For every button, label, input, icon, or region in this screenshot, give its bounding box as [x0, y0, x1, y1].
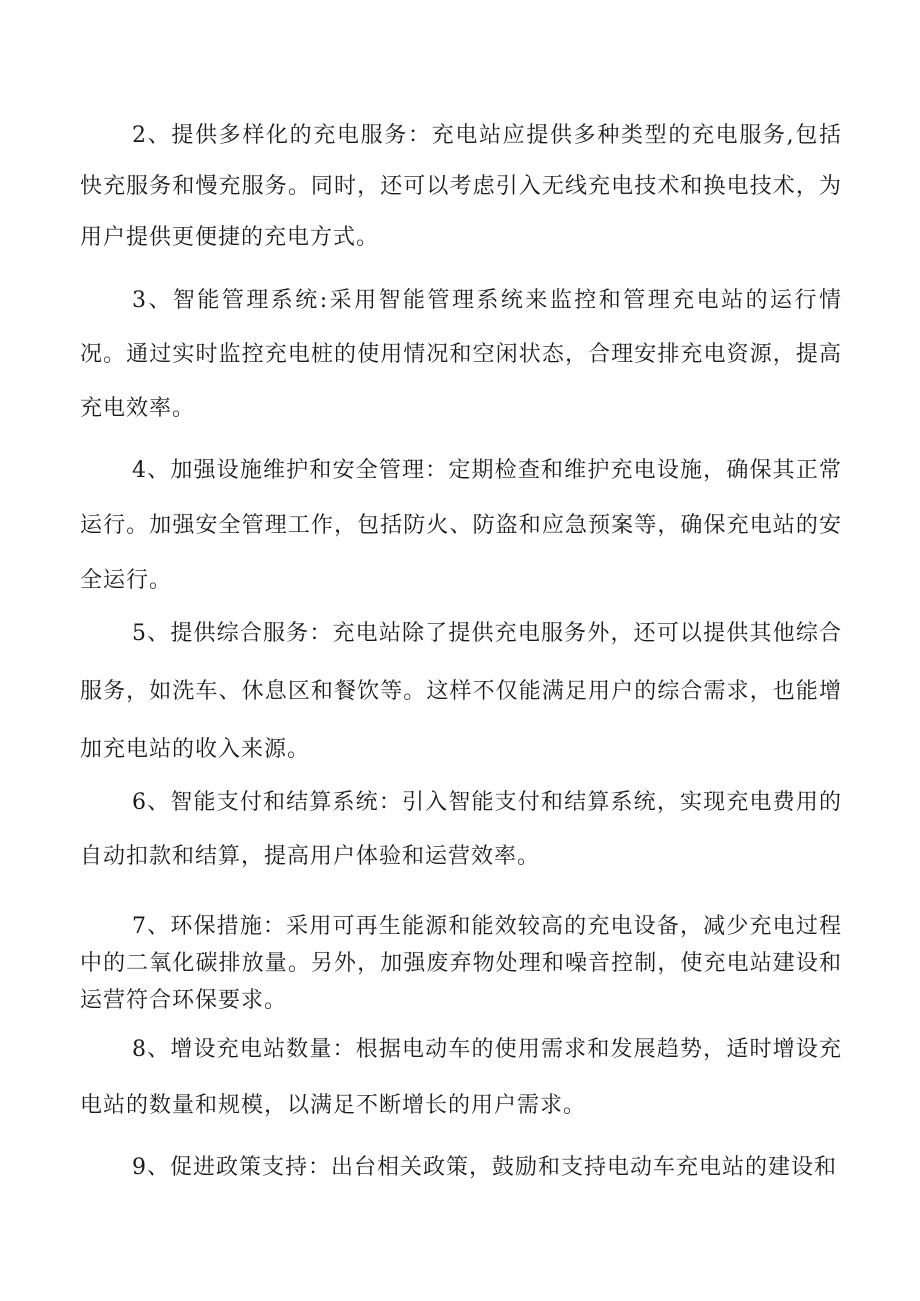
paragraph-item-5: 5、提供综合服务：充电站除了提供充电服务外，还可以提供其他综合服务，如洗车、休息区和餐饮等。这样不仅能满足用户的综合需求，也能增加充电站的收入来源。 [80, 621, 842, 762]
paragraph-item-9: 9、促进政策支持：出台相关政策，鼓励和支持电动车充电站的建设和 [132, 1155, 837, 1180]
paragraph-item-3: 3、智能管理系统:采用智能管理系统来监控和管理充电站的运行情况。通过实时监控充电桩的使用情况和空闲状态，合理安排充电资源，提高充电效率。 [80, 288, 842, 421]
paragraph-item-7: 7、环保措施：采用可再生能源和能效较高的充电设备，减少充电过程中的二氧化碳排放量。另外，加强废弃物处理和噪音控制，使充电站建设和运营符合环保要求。 [80, 914, 842, 1013]
paragraph-item-4: 4、加强设施维护和安全管理：定期检查和维护充电设施，确保其正常运行。加强安全管理工作，包括防火、防盗和应急预案等，确保充电站的安全运行。 [80, 458, 842, 593]
paragraph-item-6: 6、智能支付和结算系统：引入智能支付和结算系统，实现充电费用的自动扣款和结算，提高用户体验和运营效率。 [80, 790, 842, 869]
paragraph-item-2: 2、提供多样化的充电服务：充电站应提供多种类型的充电服务,包括快充服务和慢充服务。同时，还可以考虑引入无线充电技术和换电技术，为用户提供更便捷的充电方式。 [80, 123, 842, 250]
paragraph-item-8: 8、增设充电站数量：根据电动车的使用需求和发展趋势，适时增设充电站的数量和规模，以满足不断增长的用户需求。 [80, 1037, 842, 1118]
